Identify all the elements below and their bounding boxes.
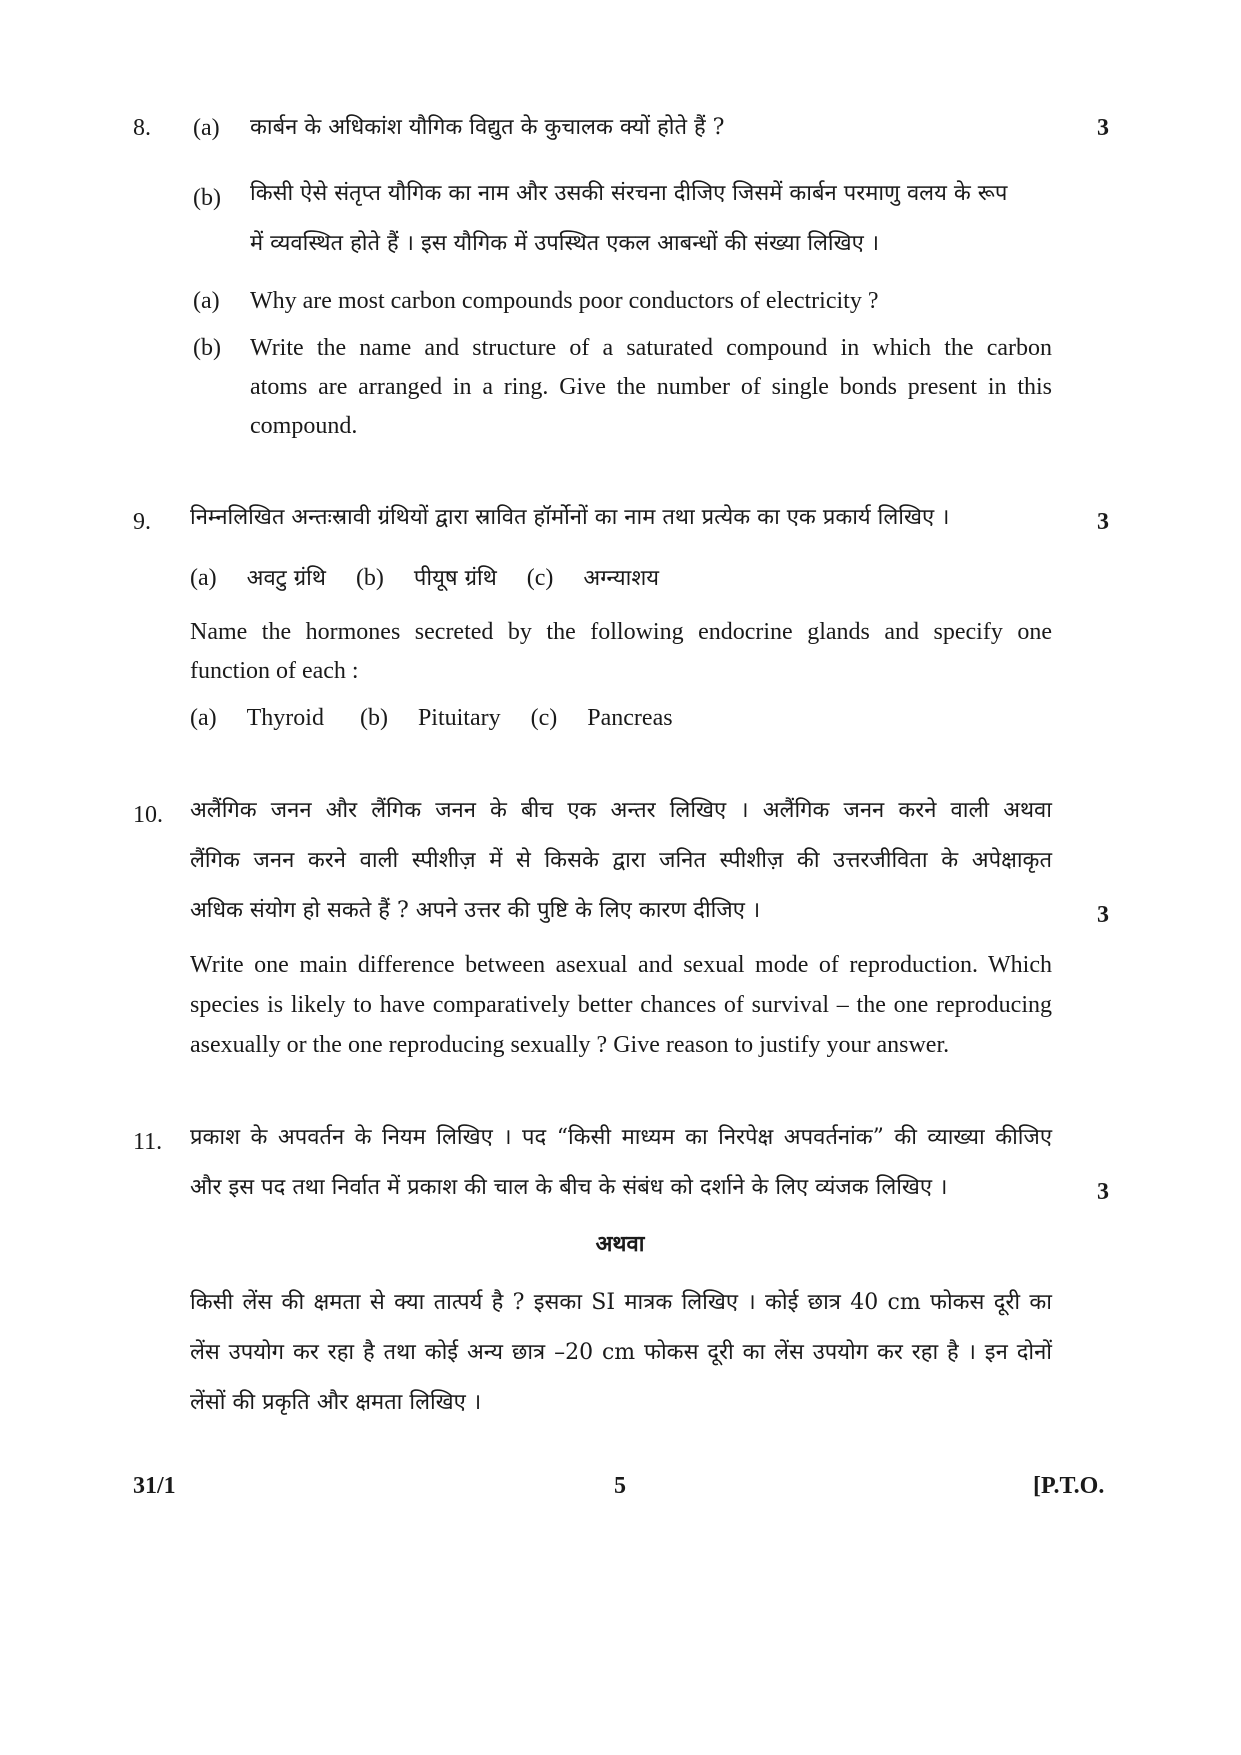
option-b-label: (b) bbox=[359, 705, 388, 731]
question-8-marks: 3 bbox=[1097, 115, 1109, 141]
question-10-number: 10. bbox=[133, 802, 163, 828]
question-9-hindi: निम्नलिखित अन्तःस्रावी ग्रंथियों द्वारा स्रावित हॉर्मोनों का नाम तथा प्रत्येक का एक प्रकार्य लिखिए । bbox=[190, 505, 950, 530]
or-separator: अथवा bbox=[595, 1231, 645, 1257]
paper-code: 31/1 bbox=[133, 1473, 176, 1499]
question-8b-hindi-line-1: किसी ऐसे संतृप्त यौगिक का नाम और उसकी संरचना दीजिए जिसमें कार्बन परमाणु वलय के रूप bbox=[250, 181, 1008, 206]
question-9-english-line-2: function of each : bbox=[190, 658, 359, 684]
option-c-hindi: अग्न्याशय bbox=[583, 566, 660, 591]
question-10-marks: 3 bbox=[1097, 902, 1109, 928]
question-11-alternative-line-1: किसी लेंस की क्षमता से क्या तात्पर्य है ? इसका SI मात्रक लिखिए । कोई छात्र 40 cm फोकस दूरी का bbox=[190, 1290, 1052, 1315]
option-b-english: Pituitary bbox=[417, 705, 501, 731]
question-10-hindi-line-2: लैंगिक जनन करने वाली स्पीशीज़ में से किसके द्वारा जनित स्पीशीज़ की उत्तरजीविता के अपेक्षाकृत bbox=[190, 848, 1052, 873]
question-9-english-options bbox=[190, 703, 673, 735]
option-a-label: (a) bbox=[190, 565, 217, 591]
option-c-label: (c) bbox=[530, 705, 558, 731]
question-8b-english-line-1: Write the name and structure of a saturated compound in which the carbon bbox=[250, 335, 1052, 361]
please-turn-over: [P.T.O. bbox=[1033, 1473, 1105, 1499]
option-a-label: (a) bbox=[190, 705, 217, 731]
question-9-number: 9. bbox=[133, 509, 151, 535]
option-a-hindi: अवटु ग्रंथि bbox=[246, 566, 326, 591]
question-8a-en-label: (a) bbox=[193, 288, 220, 314]
question-10-hindi-line-1: अलैंगिक जनन और लैंगिक जनन के बीच एक अन्तर लिखिए । अलैंगिक जनन करने वाली अथवा bbox=[190, 798, 1052, 823]
question-9-english-line-1: Name the hormones secreted by the following endocrine glands and specify one bbox=[190, 619, 1052, 645]
question-11-marks: 3 bbox=[1097, 1179, 1109, 1205]
page-number: 5 bbox=[614, 1473, 626, 1499]
question-9-marks: 3 bbox=[1097, 509, 1109, 535]
option-a-english: Thyroid bbox=[246, 705, 324, 731]
question-9-hindi-options bbox=[190, 563, 659, 595]
question-8a-english: Why are most carbon compounds poor conductors of electricity ? bbox=[250, 288, 879, 314]
question-10-english-line-2: species is likely to have comparatively better chances of survival – the one reproducing bbox=[190, 992, 1052, 1018]
question-10-english-line-1: Write one main difference between asexual and sexual mode of reproduction. Which bbox=[190, 952, 1052, 978]
question-11-hindi-line-2: और इस पद तथा निर्वात में प्रकाश की चाल के बीच के संबंध को दर्शाने के लिए व्यंजक लिखिए । bbox=[190, 1175, 948, 1200]
option-c-english: Pancreas bbox=[587, 705, 673, 731]
question-8b-en-label: (b) bbox=[193, 335, 221, 361]
question-11-alternative-line-2: लेंस उपयोग कर रहा है तथा कोई अन्य छात्र –20 cm फोकस दूरी का लेंस उपयोग कर रहा है । इन दोनों bbox=[190, 1340, 1052, 1365]
question-11-alternative-line-3: लेंसों की प्रकृति और क्षमता लिखिए । bbox=[190, 1390, 482, 1415]
question-8b-hindi-line-2: में व्यवस्थित होते हैं । इस यौगिक में उपस्थित एकल आबन्धों की संख्या लिखिए । bbox=[250, 231, 880, 256]
question-8-number: 8. bbox=[133, 115, 151, 141]
question-8b-label: (b) bbox=[193, 185, 221, 211]
question-8a-hindi: कार्बन के अधिकांश यौगिक विद्युत के कुचालक क्यों होते हैं ? bbox=[250, 115, 725, 140]
question-11-number: 11. bbox=[133, 1129, 163, 1155]
option-b-hindi: पीयूष ग्रंथि bbox=[413, 566, 497, 591]
question-8b-english-line-2: atoms are arranged in a ring. Give the number of single bonds present in this bbox=[250, 374, 1052, 400]
option-c-label: (c) bbox=[526, 565, 554, 591]
question-10-english-line-3: asexually or the one reproducing sexually ? Give reason to justify your answer. bbox=[190, 1032, 950, 1058]
option-b-label: (b) bbox=[355, 565, 384, 591]
question-8b-english-line-3: compound. bbox=[250, 413, 358, 439]
question-8a-label: (a) bbox=[193, 115, 220, 141]
question-11-hindi-line-1: प्रकाश के अपवर्तन के नियम लिखिए । पद “किसी माध्यम का निरपेक्ष अपवर्तनांक” की व्याख्या कीजिए bbox=[190, 1125, 1052, 1150]
question-10-hindi-line-3: अधिक संयोग हो सकते हैं ? अपने उत्तर की पुष्टि के लिए कारण दीजिए । bbox=[190, 898, 761, 923]
